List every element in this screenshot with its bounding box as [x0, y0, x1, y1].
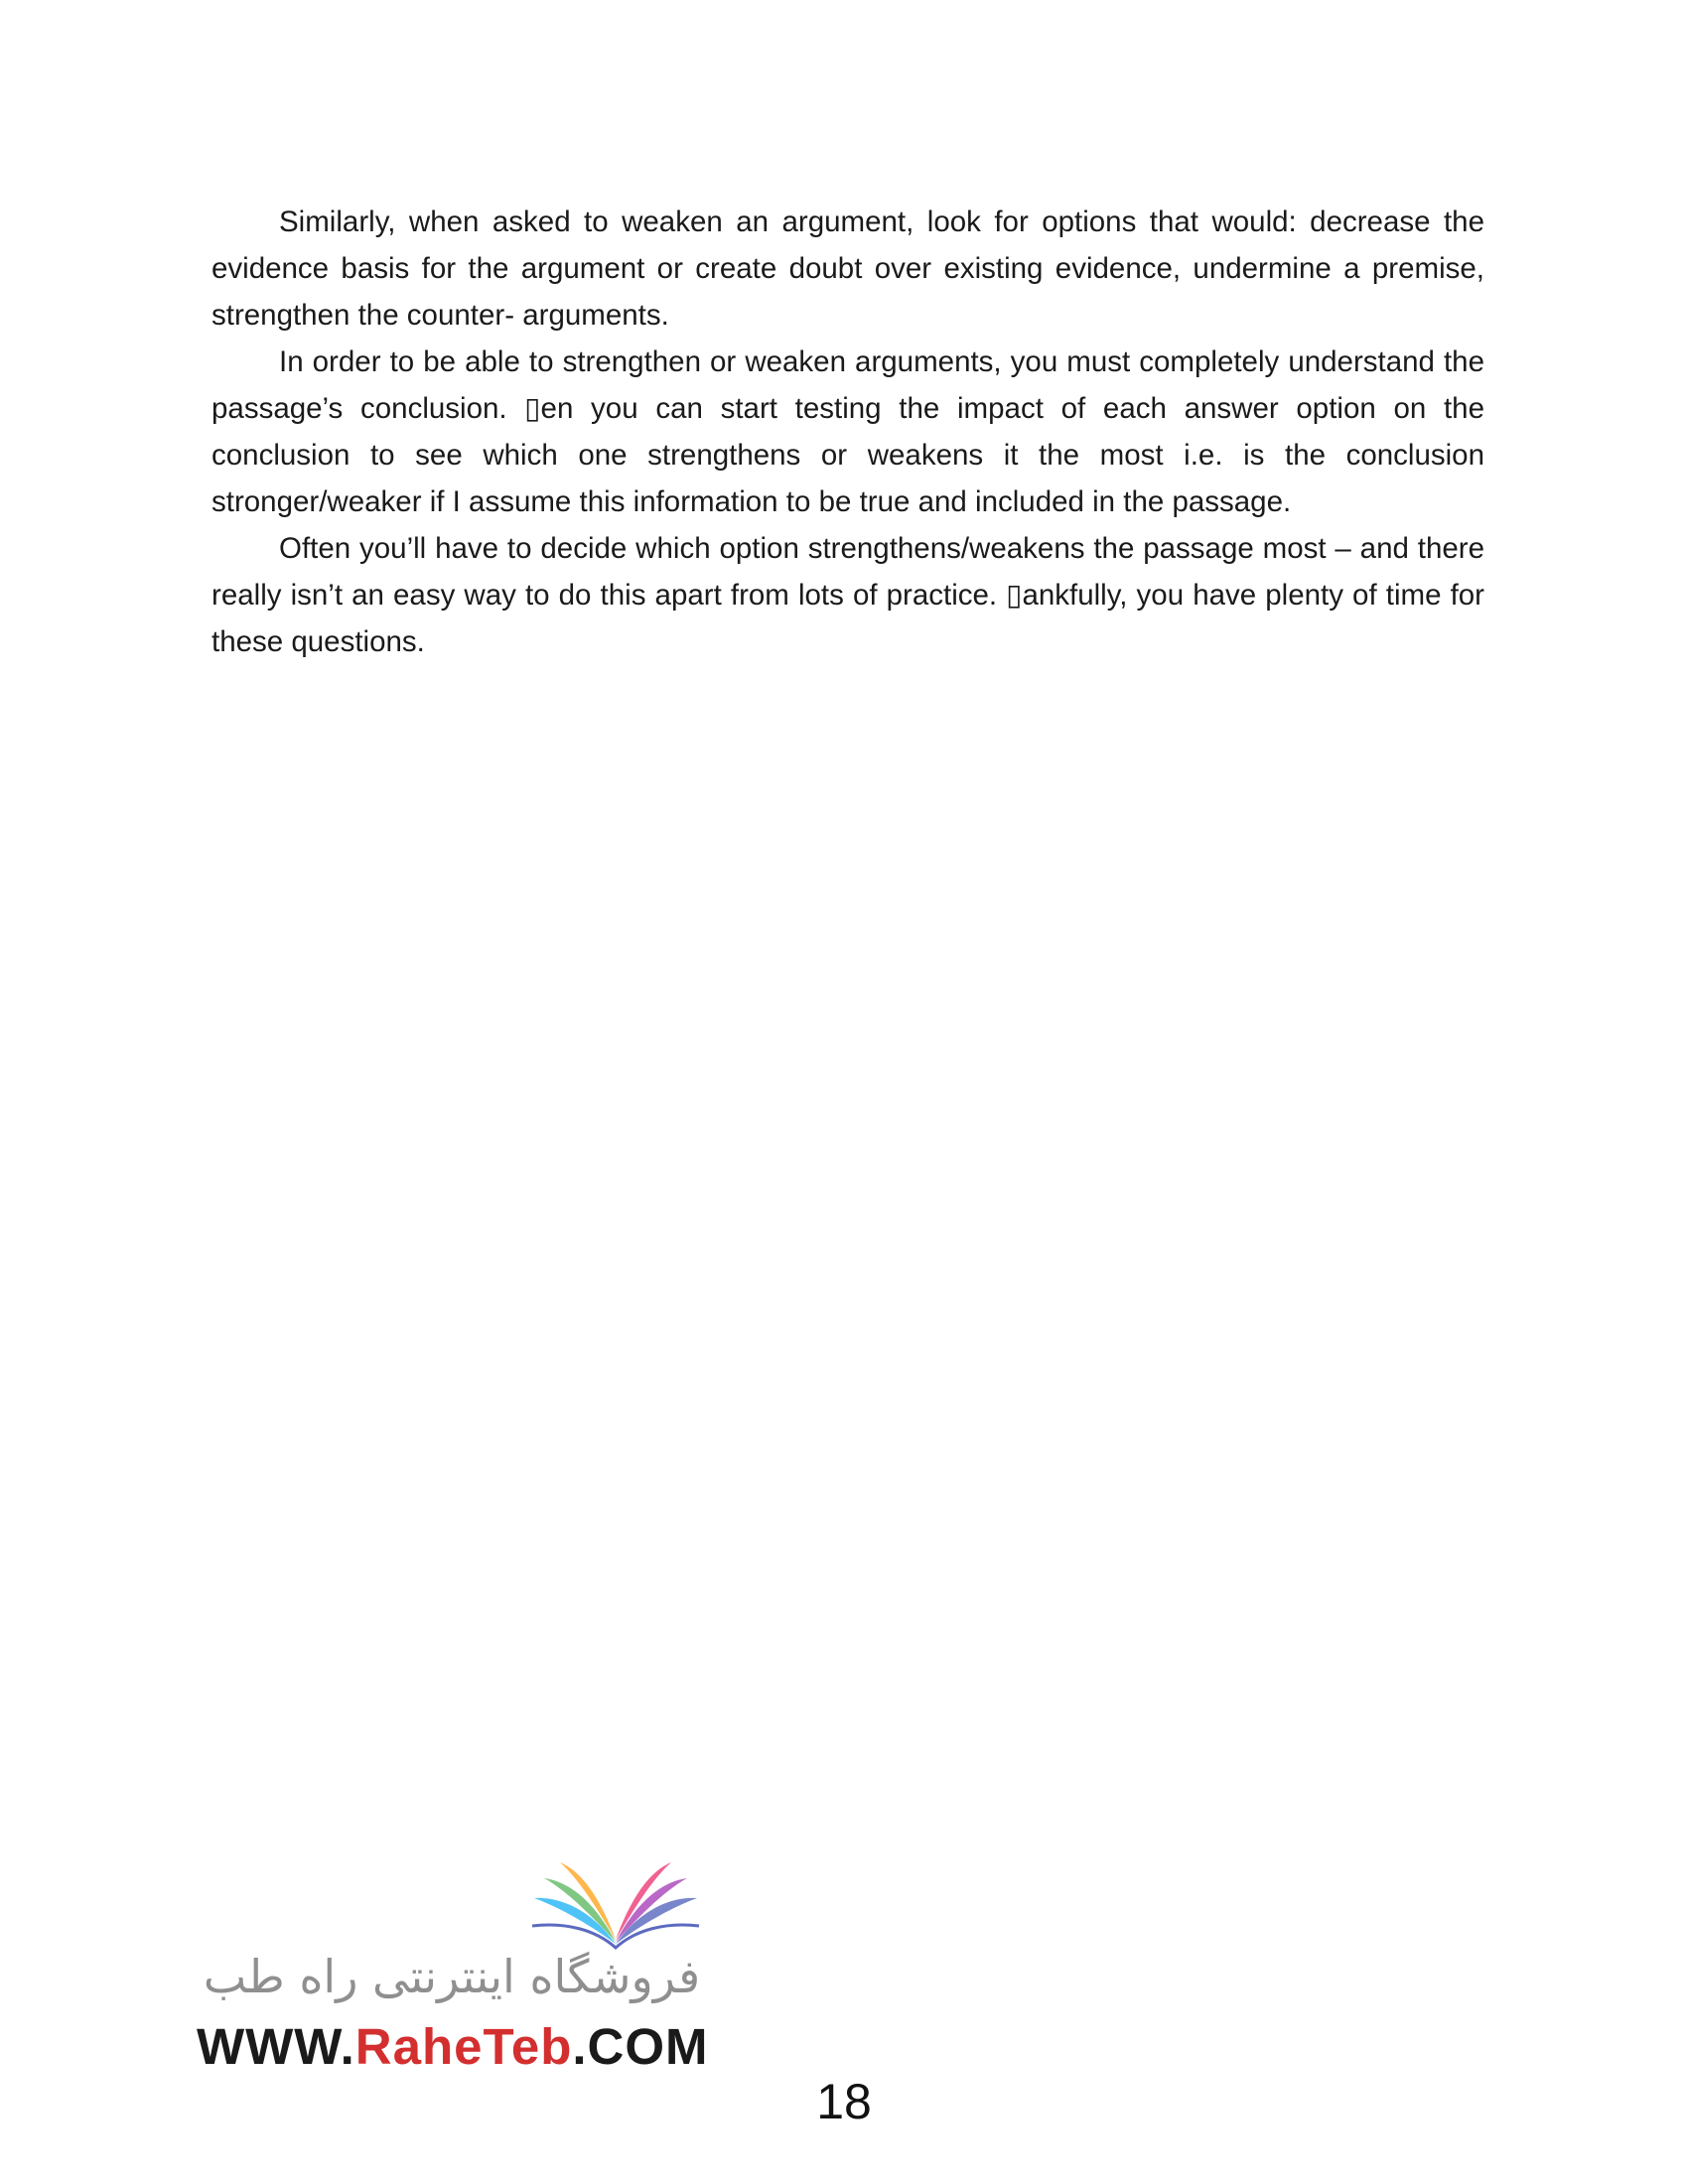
paragraph-weaken: Similarly, when asked to weaken an argument, look for options that would: decrease the evidence basis for the argument or create doubt over existing evidence, undermine a premise, strengthen the counter- arguments. — [211, 205, 1484, 332]
watermark-url — [197, 2017, 709, 2076]
paragraph-practice: Often you’ll have to decide which option strengthens/weakens the passage most – and there really isn’t an easy way to do this apart from lots of practice. ▯ankfully, you have plenty of time for these questions. — [211, 532, 1484, 658]
paragraph-strengthen-weaken: In order to be able to strengthen or weaken arguments, you must completely understand the passage’s conclusion. ▯en you can start testing the impact of each answer option on the conclusion to see which one strengthens or weakens it the most i.e. is the conclusion stronger/weaker if I assume this information to be true and included in the passage. — [211, 345, 1484, 518]
body-text — [211, 199, 1484, 665]
url-prefix: WWW. — [197, 2018, 355, 2075]
watermark-persian-text: فروشگاه اینترنتی راه طب — [203, 1950, 701, 2003]
url-suffix: .COM — [572, 2018, 709, 2075]
page-number: 18 — [816, 2074, 872, 2129]
open-book-rainbow-logo-icon — [526, 1856, 705, 1951]
raheteb-watermark — [189, 1856, 725, 2085]
url-brand: RaheTeb — [354, 2018, 573, 2075]
